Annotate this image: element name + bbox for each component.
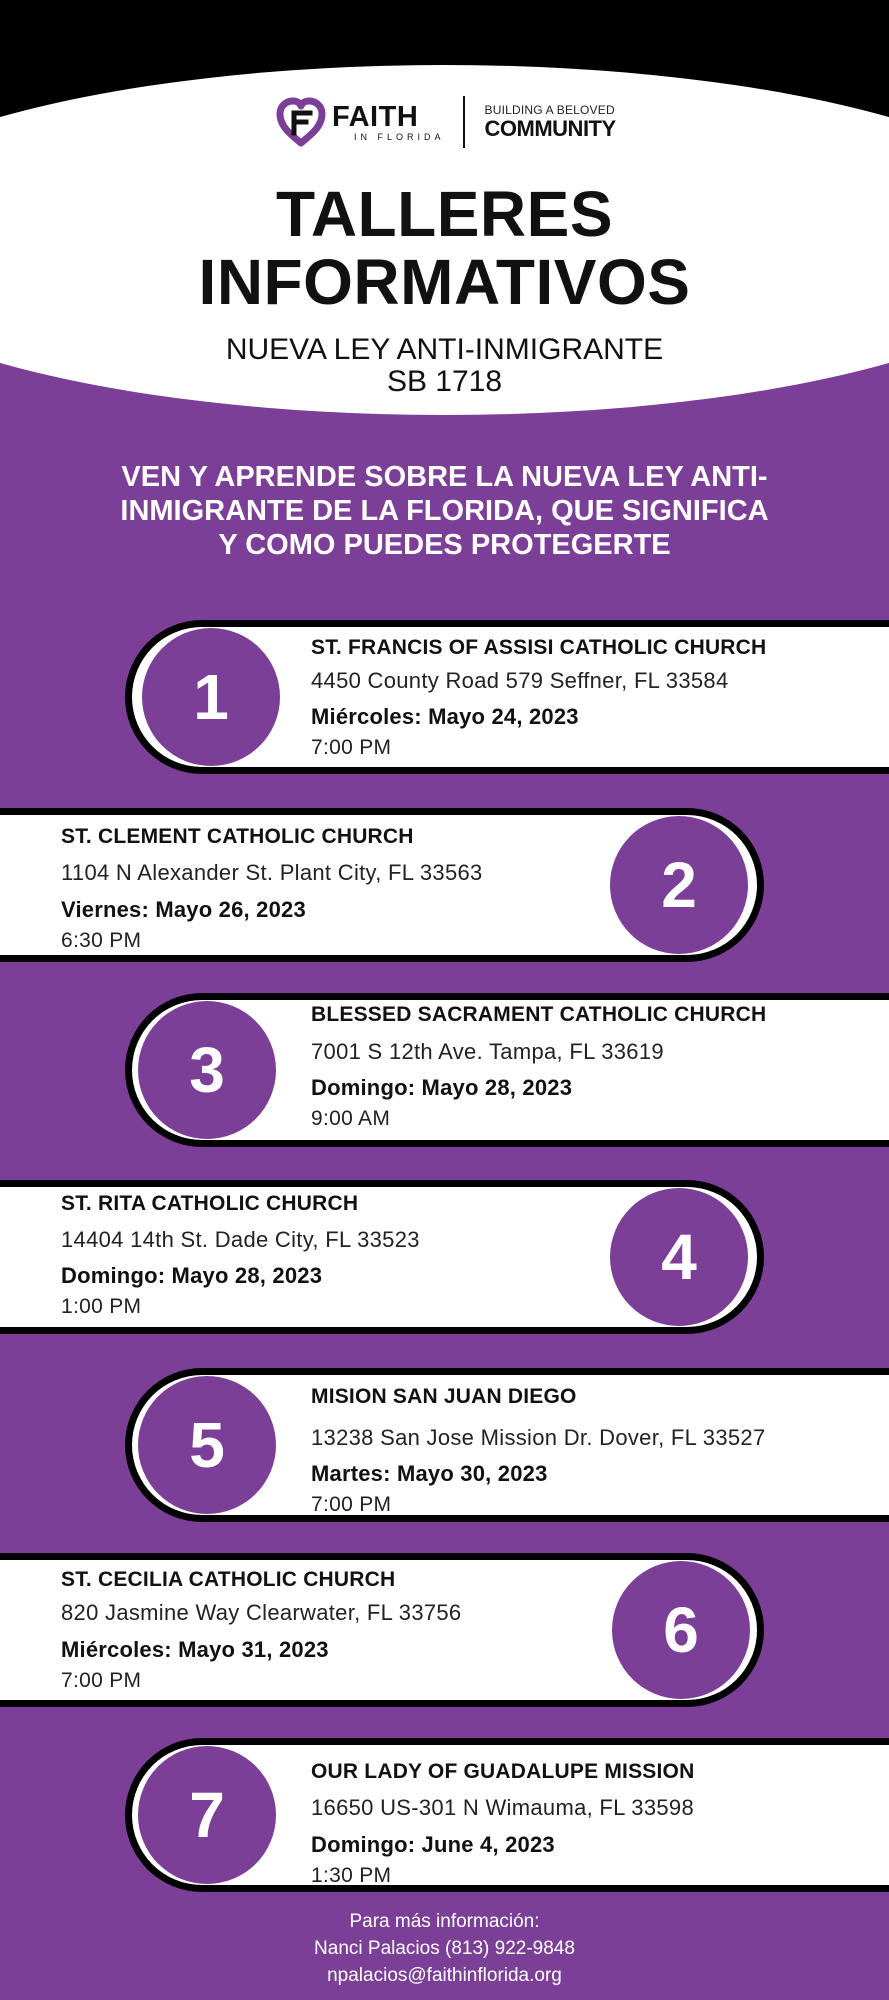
workshop-time: 7:00 PM	[311, 1493, 392, 1516]
workshop-address: 1104 N Alexander St. Plant City, FL 33563	[61, 860, 483, 885]
workshop-church: MISION SAN JUAN DIEGO	[311, 1385, 577, 1408]
workshop-church: ST. CLEMENT CATHOLIC CHURCH	[61, 825, 414, 848]
workshop-time: 6:30 PM	[61, 929, 142, 952]
workshop-number-badge: 5	[138, 1376, 276, 1514]
logo-tagline	[485, 104, 616, 140]
workshop-date: Martes: Mayo 30, 2023	[311, 1461, 548, 1486]
workshop-church: ST. CECILIA CATHOLIC CHURCH	[61, 1568, 396, 1591]
intro-text: VEN Y APRENDE SOBRE LA NUEVA LEY ANTI-INMIGRANTE DE LA FLORIDA, QUE SIGNIFICA Y COMO PUEDES PROTEGERTE	[120, 461, 769, 561]
workshop-church: ST. FRANCIS OF ASSISI CATHOLIC CHURCH	[311, 636, 767, 659]
workshop-address: 4450 County Road 579 Seffner, FL 33584	[311, 668, 729, 693]
logo-wordmark	[332, 100, 445, 142]
workshop-date: Miércoles: Mayo 31, 2023	[61, 1637, 329, 1662]
workshop-number-badge: 1	[142, 628, 280, 766]
logo-tagline-bottom: COMMUNITY	[484, 116, 616, 141]
footer-contact: Nanci Palacios (813) 922-9848	[314, 1938, 575, 1959]
workshop-address: 13238 San Jose Mission Dr. Dover, FL 33527	[311, 1425, 766, 1450]
workshop-date: Domingo: June 4, 2023	[311, 1832, 555, 1857]
workshop-number-badge: 3	[138, 1001, 276, 1139]
workshop-date: Miércoles: Mayo 24, 2023	[311, 704, 579, 729]
faith-heart-icon	[276, 97, 326, 147]
title-line-2: INFORMATIVOS	[198, 246, 691, 318]
workshop-number-badge: 2	[610, 816, 748, 954]
subtitle-line-2: SB 1718	[386, 365, 503, 398]
workshop-date: Viernes: Mayo 26, 2023	[61, 897, 306, 922]
workshop-church: OUR LADY OF GUADALUPE MISSION	[311, 1760, 695, 1783]
title-line-1: TALLERES	[275, 178, 614, 250]
logo-brand: FAITH	[332, 100, 419, 133]
workshop-number-badge: 4	[610, 1188, 748, 1326]
workshop-time: 9:00 AM	[311, 1107, 391, 1130]
footer-email[interactable]: npalacios@faithinflorida.org	[327, 1965, 562, 1986]
workshop-date: Domingo: Mayo 28, 2023	[61, 1263, 323, 1288]
faith-in-florida-logo	[276, 96, 616, 148]
workshop-number-badge: 7	[138, 1746, 276, 1884]
workshop-time: 1:30 PM	[311, 1864, 392, 1887]
subtitle-line-1: NUEVA LEY ANTI-INMIGRANTE	[225, 333, 664, 366]
workshop-date: Domingo: Mayo 28, 2023	[311, 1075, 573, 1100]
workshop-address: 16650 US-301 N Wimauma, FL 33598	[311, 1795, 694, 1820]
workshop-time: 7:00 PM	[61, 1669, 142, 1692]
footer-heading: Para más información:	[349, 1911, 540, 1932]
logo-divider	[463, 96, 465, 148]
workshop-church: ST. RITA CATHOLIC CHURCH	[61, 1192, 359, 1215]
workshop-church: BLESSED SACRAMENT CATHOLIC CHURCH	[311, 1003, 767, 1026]
workshop-number-badge: 6	[612, 1561, 750, 1699]
workshop-address: 7001 S 12th Ave. Tampa, FL 33619	[311, 1039, 664, 1064]
workshop-time: 1:00 PM	[61, 1295, 142, 1318]
workshop-address: 14404 14th St. Dade City, FL 33523	[61, 1227, 420, 1252]
logo-tagline-top: BUILDING A BELOVED	[484, 103, 615, 117]
workshop-time: 7:00 PM	[311, 736, 392, 759]
logo-brand-sub: IN FLORIDA	[354, 131, 445, 142]
workshop-address: 820 Jasmine Way Clearwater, FL 33756	[61, 1600, 462, 1625]
